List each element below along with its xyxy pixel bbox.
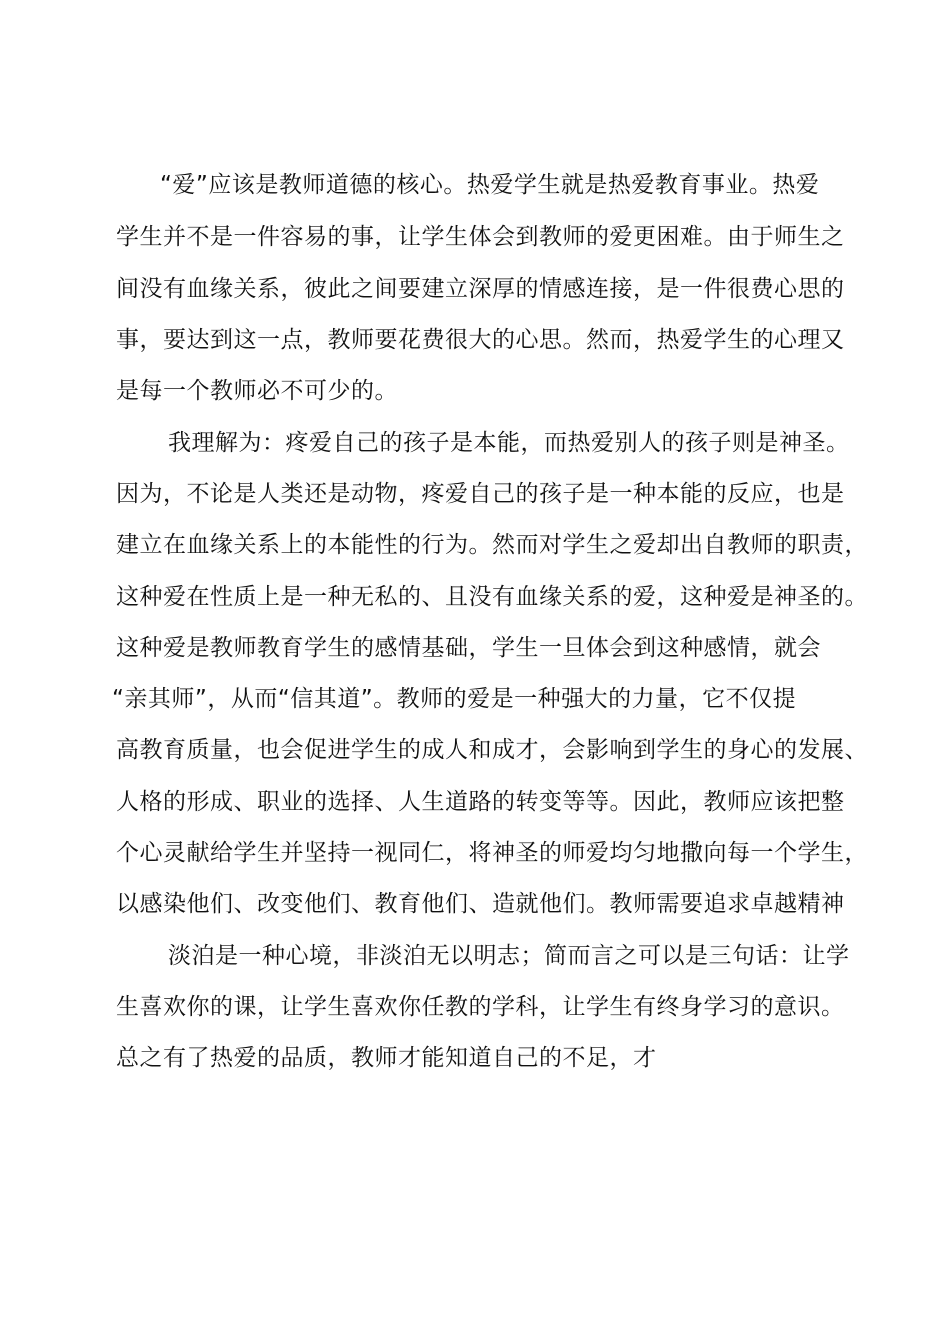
paragraph-2-line-9: 个心灵献给学生并坚持一视同仁，将神圣的师爱均匀地撒向每一个学生， (116, 840, 868, 866)
paragraph-1-line-4: 事，要达到这一点，教师要花费很大的心思。然而，热爱学生的心理又 (116, 327, 845, 353)
paragraph-1-line-3: 间没有血缘关系，彼此之间要建立深厚的情感连接，是一件很费心思的 (116, 276, 845, 302)
paragraph-1-line-1: “爱”应该是教师道德的核心。热爱学生就是热爱教育事业。热爱 (160, 172, 820, 198)
paragraph-2-line-5: 这种爱是教师教育学生的感情基础，学生一旦体会到这种感情，就会 (116, 635, 821, 661)
paragraph-2-line-7: 高教育质量，也会促进学生的成人和成才，会影响到学生的身心的发展、 (116, 737, 868, 763)
paragraph-1-line-5: 是每一个教师必不可少的。 (116, 378, 398, 404)
paragraph-2-line-2: 因为，不论是人类还是动物，疼爱自己的孩子是一种本能的反应，也是 (116, 481, 845, 507)
paragraph-2-line-1: 我理解为：疼爱自己的孩子是本能，而热爱别人的孩子则是神圣。 (168, 430, 850, 456)
paragraph-2-line-8: 人格的形成、职业的选择、人生道路的转变等等。因此，教师应该把整 (116, 789, 845, 815)
paragraph-3-line-1: 淡泊是一种心境，非淡泊无以明志；简而言之可以是三句话：让学 (168, 943, 850, 969)
paragraph-2-line-3: 建立在血缘关系上的本能性的行为。然而对学生之爱却出自教师的职责， (116, 532, 868, 558)
paragraph-3-line-2: 生喜欢你的课，让学生喜欢你任教的学科，让学生有终身学习的意识。 (116, 994, 845, 1020)
paragraph-2-line-4: 这种爱在性质上是一种无私的、且没有血缘关系的爱，这种爱是神圣的。 (116, 584, 868, 610)
paragraph-3-line-3: 总之有了热爱的品质，教师才能知道自己的不足，才 (116, 1045, 657, 1071)
paragraph-2-line-10: 以感染他们、改变他们、教育他们、造就他们。教师需要追求卓越精神 (116, 891, 845, 917)
paragraph-1-line-2: 学生并不是一件容易的事，让学生体会到教师的爱更困难。由于师生之 (116, 224, 845, 250)
paragraph-2-line-6: “亲其师”，从而“信其道”。教师的爱是一种强大的力量，它不仅提 (112, 686, 797, 712)
